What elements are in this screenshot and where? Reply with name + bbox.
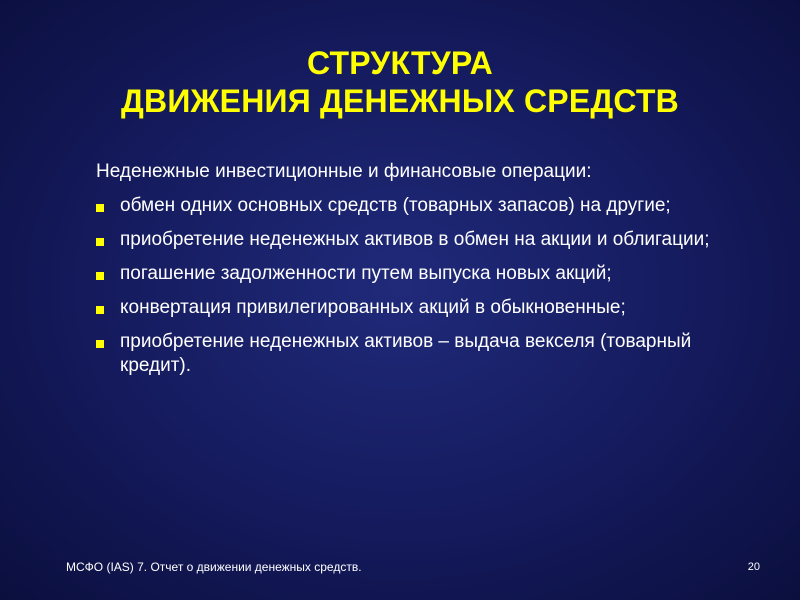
bullet-item [96,262,736,286]
bullet-item [96,228,736,252]
bullet-text: приобретение неденежных активов – выдача векселя (товарный кредит). [120,331,692,376]
square-bullet-icon [96,340,104,348]
title-line-2: ДВИЖЕНИЯ ДЕНЕЖНЫХ СРЕДСТВ [121,83,679,119]
footer-caption: МСФО (IAS) 7. Отчет о движении денежных средств. [66,560,362,574]
square-bullet-icon [96,238,104,246]
intro-text: Неденежные инвестиционные и финансовые операции: [96,161,592,182]
bullet-list [96,194,736,388]
square-bullet-icon [96,272,104,280]
square-bullet-icon [96,306,104,314]
bullet-item [96,330,736,378]
bullet-text: приобретение неденежных активов в обмен на акции и облигации; [120,229,710,250]
page-number: 20 [747,561,760,573]
bullet-text: обмен одних основных средств (товарных запасов) на другие; [120,195,671,216]
bullet-text: погашение задолженности путем выпуска новых акций; [120,263,612,284]
square-bullet-icon [96,204,104,212]
bullet-text: конвертация привилегированных акций в обыкновенные; [120,297,626,318]
bullet-item [96,194,736,218]
slide-title [0,44,800,120]
title-line-1: СТРУКТУРА [307,45,493,81]
bullet-item [96,296,736,320]
